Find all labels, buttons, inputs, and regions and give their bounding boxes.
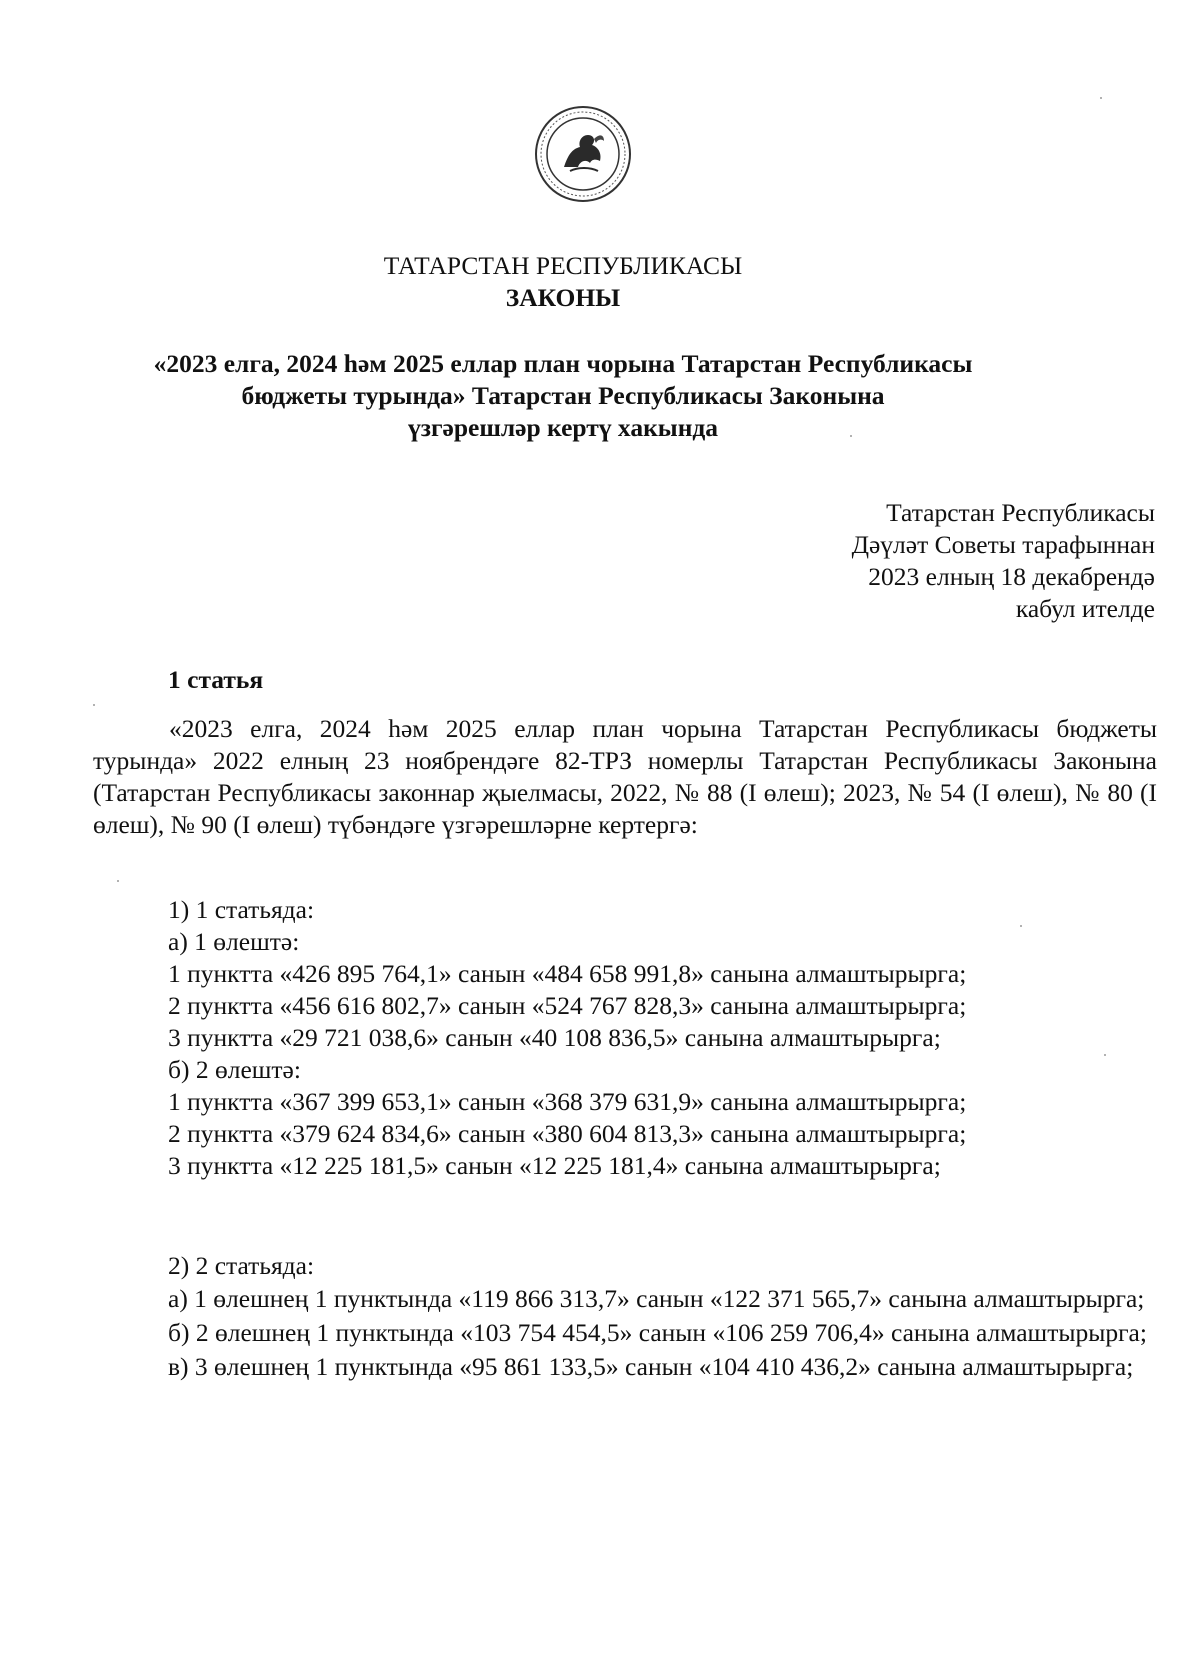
law-heading: ЗАКОНЫ [505,283,621,312]
item-1-label: 1) 1 статьяда: [168,895,315,924]
item-1-block [168,894,1158,1182]
sub-item-a-label: а) 1 өлештә: [168,927,300,956]
replacement-line: 1 пунктта «426 895 764,1» санын «484 658 991,8» санына алмаштырырга; [168,959,967,988]
title-line: «2023 елга, 2024 һәм 2025 еллар план чорына Татарстан Республикасы [153,349,973,378]
item-2-label: 2) 2 статьяда: [168,1251,315,1280]
item-2-sub-a: а) 1 өлешнең 1 пунктында «119 866 313,7» санын «122 371 565,7» санына алмаштырырга; [168,1284,1145,1313]
sub-item-b-label: б) 2 өлештә: [168,1055,301,1084]
adoption-note [655,497,1155,625]
replacement-line: 1 пунктта «367 399 653,1» санын «368 379 631,9» санына алмаштырырга; [168,1087,967,1116]
title-line: бюджеты турында» Татарстан Республикасы Законына [241,381,885,410]
title-line: үзгәрешләр кертү хакында [407,413,719,442]
adoption-line: кабул ителде [1015,594,1155,623]
law-title [0,348,1126,444]
adoption-line: 2023 елның 18 декабрендә [868,562,1155,591]
item-2-block [93,1283,1157,1385]
article-intro-paragraph: «2023 елга, 2024 һәм 2025 еллар план чорына Татарстан Республикасы бюджеты турында» 2022 елның 23 ноябрендәге 82-ТРЗ номерлы Татарстан Республикасы Законына (Татарстан Республикасы законнар җыелмасы, 2022, № 88 (I өлеш); 2023, № 54 (I өлеш), № 80 (I өлеш), № 90 (I өлеш) түбәндәге үзгәрешләрне кертергә: [93,714,1157,839]
replacement-line: 2 пунктта «456 616 802,7» санын «524 767 828,3» санына алмаштырырга; [168,991,967,1020]
replacement-line: 2 пунктта «379 624 834,6» санын «380 604 813,3» санына алмаштырырга; [168,1119,967,1148]
adoption-line: Татарстан Республикасы [886,498,1155,527]
article-heading: 1 статья [168,665,264,694]
adoption-line: Дәүләт Советы тарафыннан [851,530,1155,559]
republic-heading: ТАТАРСТАН РЕСПУБЛИКАСЫ [383,251,743,280]
item-2-sub-b: б) 2 өлешнең 1 пунктында «103 754 454,5» санын «106 259 706,4» санына алмаштырырга; [168,1318,1147,1347]
tatarstan-coat-of-arms-icon [534,105,632,203]
replacement-line: 3 пунктта «12 225 181,5» санын «12 225 181,4» санына алмаштырырга; [168,1151,941,1180]
item-2-sub-c: в) 3 өлешнең 1 пунктында «95 861 133,5» санын «104 410 436,2» санына алмаштырырга; [168,1352,1134,1381]
replacement-line: 3 пунктта «29 721 038,6» санын «40 108 836,5» санына алмаштырырга; [168,1023,941,1052]
